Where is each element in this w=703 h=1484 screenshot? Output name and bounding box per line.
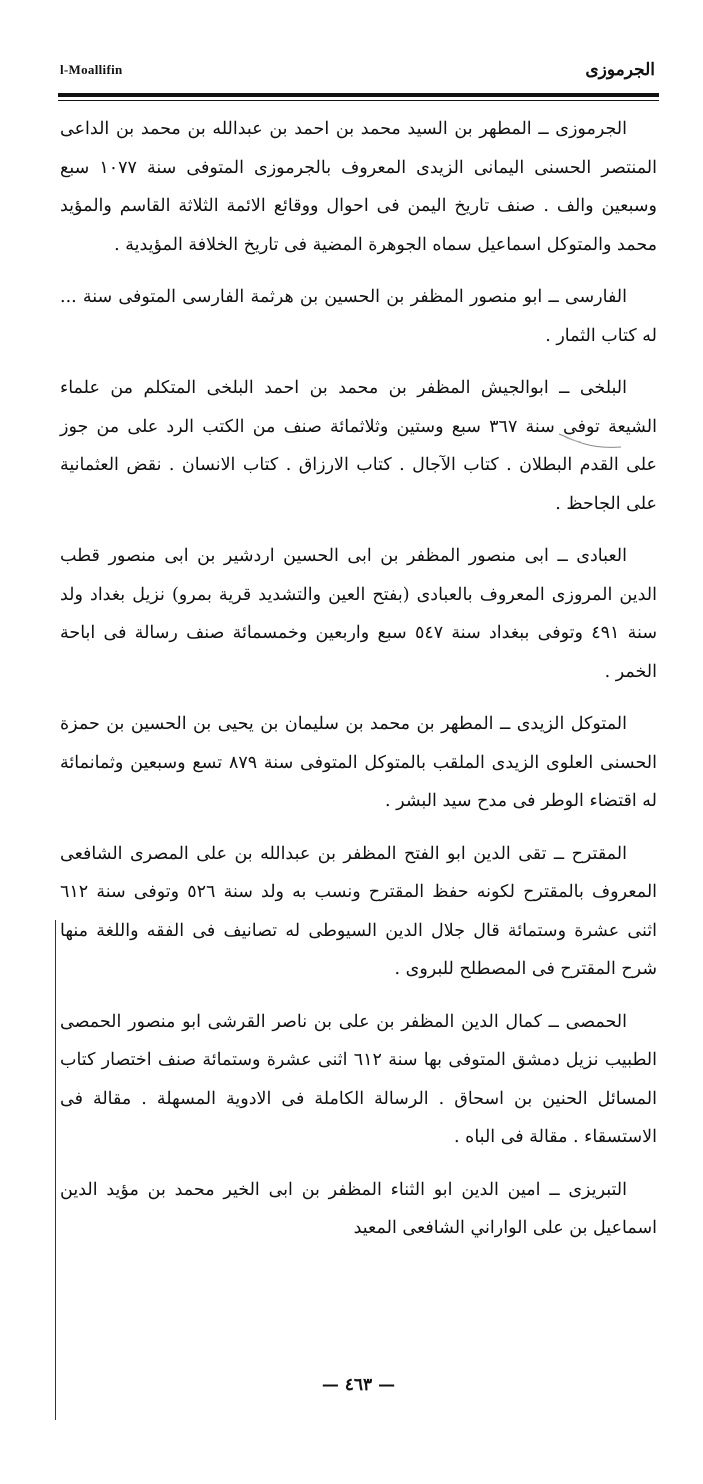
header-rule-thick xyxy=(58,93,659,97)
margin-line xyxy=(55,920,56,1420)
entry-text: المقترح ــ تقى الدين ابو الفتح المظفر بن عبدالله بن على المصرى الشافعى المعروف بالمقترح لكونه حفظ المقترح ونسب به ولد سنة ٥٢٦ وتوفى سنة ٦١٢ اثنى عشرة وستمائة قال جلال الدين السيوطى له تصانيف فى الفقه واللغة منها شرح المقترح فى المصطلح للبروى . xyxy=(60,843,658,979)
entry-text: الحمصى ــ كمال الدين المظفر بن على بن ناصر القرشى ابو منصور الحمصى الطبيب نزيل دمشق المتوفى بها سنة ٦١٢ اثنى عشرة وستمائة صنف اختصار كتاب المسائل الحنين بن اسحاق . الرسالة الكاملة فى الادوية المسهلة . مقالة فى الاستسقاء . مقالة فى الباه . xyxy=(60,1011,657,1147)
entry-text: الجرموزى ــ المطهر بن السيد محمد بن احمد بن عبدالله بن محمد بن الداعى المنتصر الحسنى اليمانى الزيدى المعروف بالجرموزى المتوفى سنة ١٠٧٧ سبع وسبعين والف . صنف تاريخ اليمن فى احوال ووقائع الائمة الثلاثة القاسم والمؤيد محمد والمتوكل اسماعيل سماه الجوهرة المضية فى تاريخ الخلافة المؤيدية . xyxy=(60,119,658,255)
entry-text: الفارسى ــ ابو منصور المظفر بن الحسين بن هرثمة الفارسى المتوفى سنة ... له كتاب الثمار . xyxy=(60,287,657,346)
entry-muqtarah xyxy=(60,835,657,989)
entry-abbadi xyxy=(60,537,657,691)
entry-text: العبادى ــ ابى منصور المظفر بن ابى الحسين اردشير بن ابى منصور قطب الدين المروزى المعروف بالعبادى (بفتح العين والتشديد قرية بمرو) نزيل بغداد ولد سنة ٤٩١ وتوفى ببغداد سنة ٥٤٧ سبع واربعين وخمسمائة صنف رسالة فى اباحة الخمر . xyxy=(60,546,657,682)
entry-farisi xyxy=(60,278,657,355)
entry-mutawakkil-zaydi xyxy=(60,705,657,821)
entry-text: التبريزى ــ امين الدين ابو الثناء المظفر بن ابى الخير محمد بن مؤيد الدين اسماعيل بن على الواراني الشافعى المعيد xyxy=(60,1179,657,1238)
entry-jarmuzi xyxy=(60,110,657,264)
header-rule-thin xyxy=(58,100,659,101)
entry-balkhi xyxy=(60,369,657,523)
entry-tabrizi xyxy=(60,1171,657,1248)
entry-himsi xyxy=(60,1003,657,1157)
page-number: — ٤٦٣ — xyxy=(321,1375,396,1395)
running-header-right: الجرموزى xyxy=(585,60,655,80)
entry-text: البلخى ــ ابوالجيش المظفر بن محمد بن احمد البلخى المتكلم من علماء الشيعة توفى سنة ٣٦٧ سبع وستين وثلاثمائة صنف من الكتب الرد على من جوز على القدم البطلان . كتاب الآجال . كتاب الارزاق . كتاب الانسان . نقض العثمانية على الجاحظ . xyxy=(60,378,657,514)
entry-text: المتوكل الزيدى ــ المطهر بن محمد بن سليمان بن يحيى بن الحسين بن حمزة الحسنى العلوى الزيدى الملقب بالمتوكل المتوفى سنة ٨٧٩ تسع وسبعين وثمانمائة له اقتضاء الوطر فى مدح سيد البشر . xyxy=(60,714,657,811)
running-header-left: l-Moallifin xyxy=(60,62,123,77)
page-body xyxy=(60,110,657,1262)
